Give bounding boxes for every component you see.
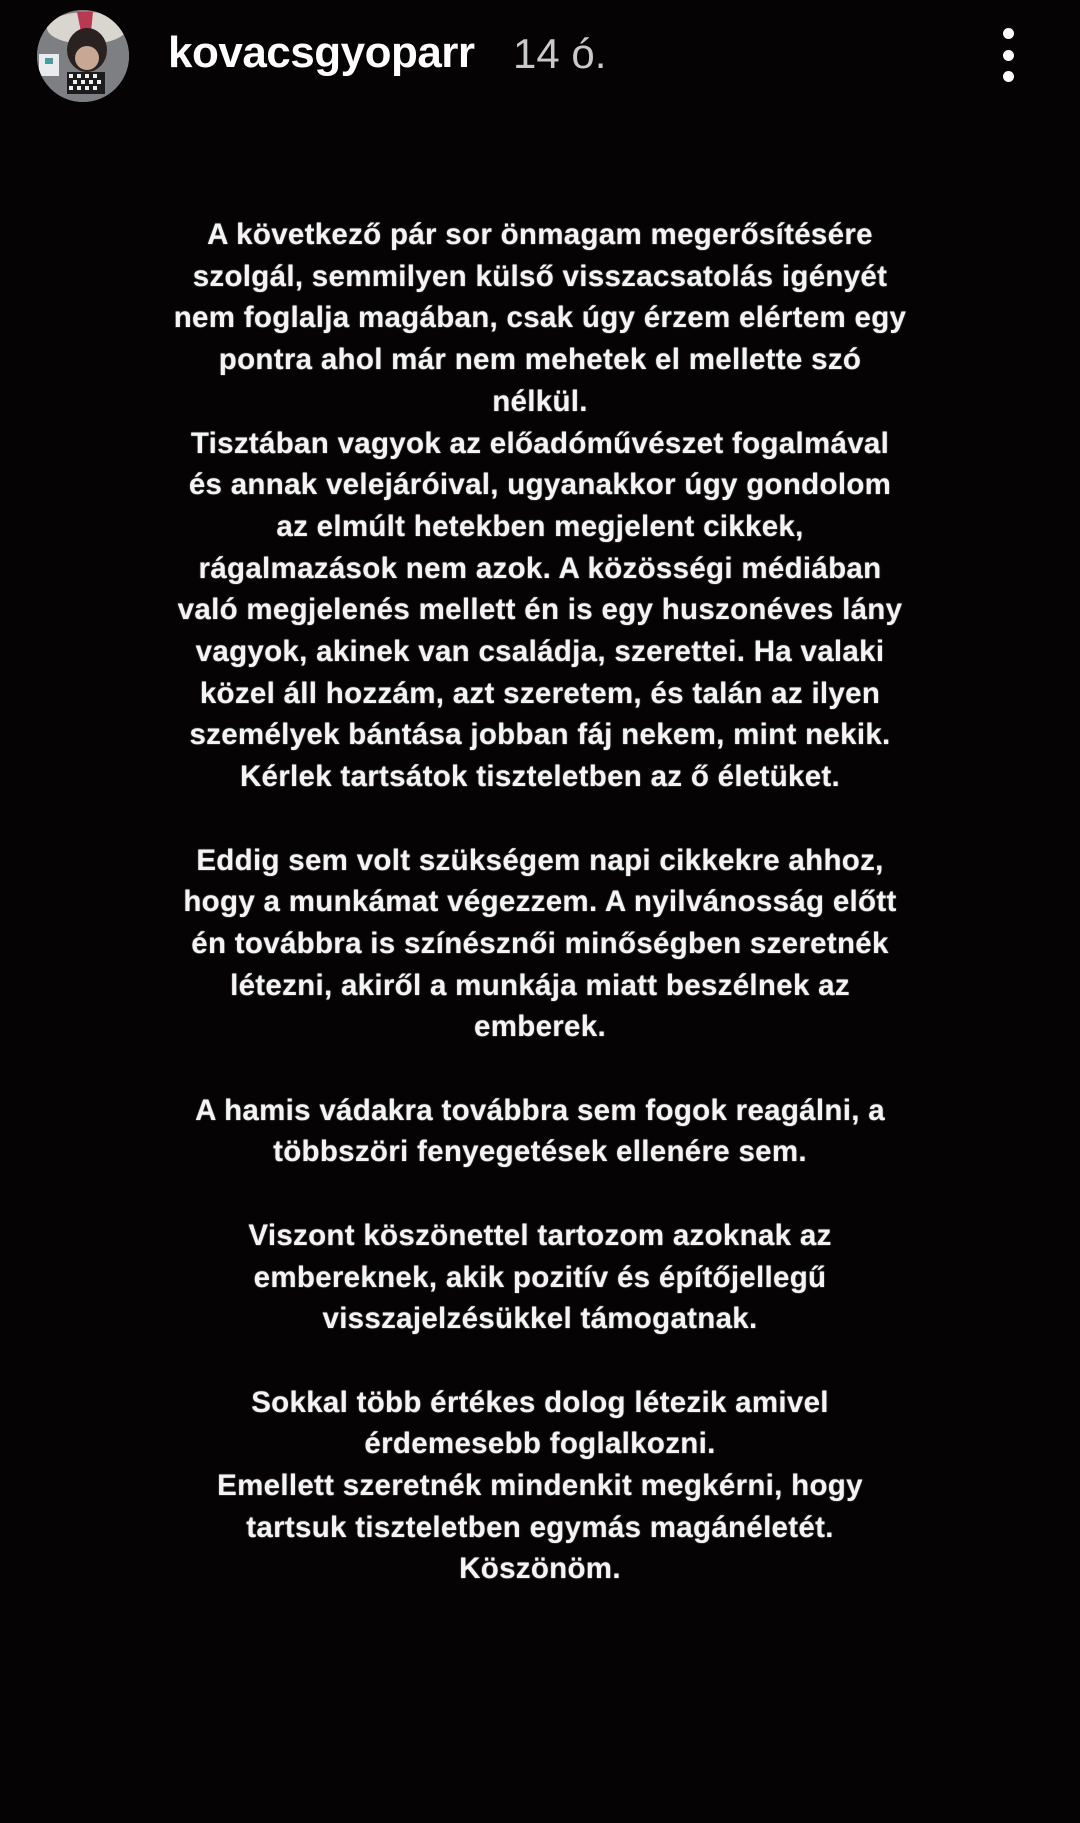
message-line: az elmúlt hetekben megjelent cikkek, bbox=[276, 509, 804, 543]
more-options-button[interactable] bbox=[990, 28, 1026, 82]
more-vertical-icon-dot bbox=[1003, 28, 1014, 39]
message-paragraph bbox=[90, 1215, 990, 1340]
message-line: és annak velejáróival, ugyanakkor úgy gondolom bbox=[188, 468, 892, 502]
paragraph-spacer bbox=[90, 1173, 990, 1215]
paragraph-spacer bbox=[90, 1340, 990, 1382]
message-line: A hamis vádakra továbbra sem fogok reagálni, a bbox=[195, 1093, 885, 1127]
message-line: szolgál, semmilyen külső visszacsatolás igényét bbox=[192, 259, 888, 293]
message-line: A következő pár sor önmagam megerősítésére bbox=[207, 218, 873, 251]
message-line: Kérlek tartsátok tiszteletben az ő életüket. bbox=[239, 760, 841, 794]
message-line: létezni, akiről a munkája miatt beszélnek az bbox=[230, 968, 850, 1002]
message-line: személyek bántása jobban fáj nekem, mint nekik. bbox=[189, 718, 891, 752]
message-line: Tisztában vagyok az előadóművészet fogalmával bbox=[190, 426, 890, 460]
message-line: Emellett szeretnék mindenkit megkérni, hogy bbox=[217, 1469, 863, 1503]
message-line: embereknek, akik pozitív és építőjellegű bbox=[253, 1260, 827, 1294]
message-paragraph bbox=[90, 1090, 990, 1173]
message-line: én továbbra is színésznői minőségben szeretnék bbox=[191, 926, 889, 960]
message-line: Köszönöm. bbox=[459, 1552, 621, 1586]
message-line: közel áll hozzám, azt szeretem, és talán az ilyen bbox=[199, 676, 881, 710]
story-text-message bbox=[90, 214, 990, 1590]
avatar-image-icon bbox=[37, 10, 129, 102]
message-line: Sokkal több értékes dolog létezik amivel bbox=[251, 1385, 829, 1419]
message-line: visszajelzésükkel támogatnak. bbox=[322, 1302, 758, 1336]
message-paragraph bbox=[90, 214, 990, 798]
message-line: pontra ahol már nem mehetek el mellette szó bbox=[218, 343, 862, 377]
message-line: többszöri fenyegetések ellenére sem. bbox=[273, 1135, 807, 1169]
message-line: vagyok, akinek van családja, szerettei. Ha valaki bbox=[195, 635, 885, 669]
message-line: Viszont köszönettel tartozom azoknak az bbox=[248, 1218, 832, 1252]
message-line: hogy a munkámat végezzem. A nyilvánosság előtt bbox=[183, 885, 897, 919]
message-line: tartsuk tiszteletben egymás magánéletét. bbox=[246, 1510, 834, 1544]
message-line: Eddig sem volt szükségem napi cikkekre ahhoz, bbox=[196, 843, 884, 877]
paragraph-spacer bbox=[90, 1048, 990, 1090]
message-line: érdemesebb foglalkozni. bbox=[364, 1427, 716, 1461]
message-paragraph bbox=[90, 840, 990, 1049]
message-line: nélkül. bbox=[492, 384, 588, 418]
message-line: rágalmazások nem azok. A közösségi médiában bbox=[198, 551, 882, 585]
paragraph-spacer bbox=[90, 798, 990, 840]
message-line: emberek. bbox=[474, 1010, 606, 1044]
more-vertical-icon-dot bbox=[1003, 50, 1014, 61]
story-header bbox=[0, 0, 1080, 110]
more-vertical-icon-dot bbox=[1003, 71, 1014, 82]
message-line: való megjelenés mellett én is egy huszonéves lány bbox=[177, 593, 903, 627]
message-paragraph bbox=[90, 1382, 990, 1591]
username-link[interactable]: kovacsgyoparr bbox=[168, 28, 475, 77]
profile-avatar[interactable] bbox=[37, 10, 129, 102]
message-line: nem foglalja magában, csak úgy érzem elértem egy bbox=[173, 301, 907, 335]
story-timestamp: 14 ó. bbox=[513, 30, 607, 77]
